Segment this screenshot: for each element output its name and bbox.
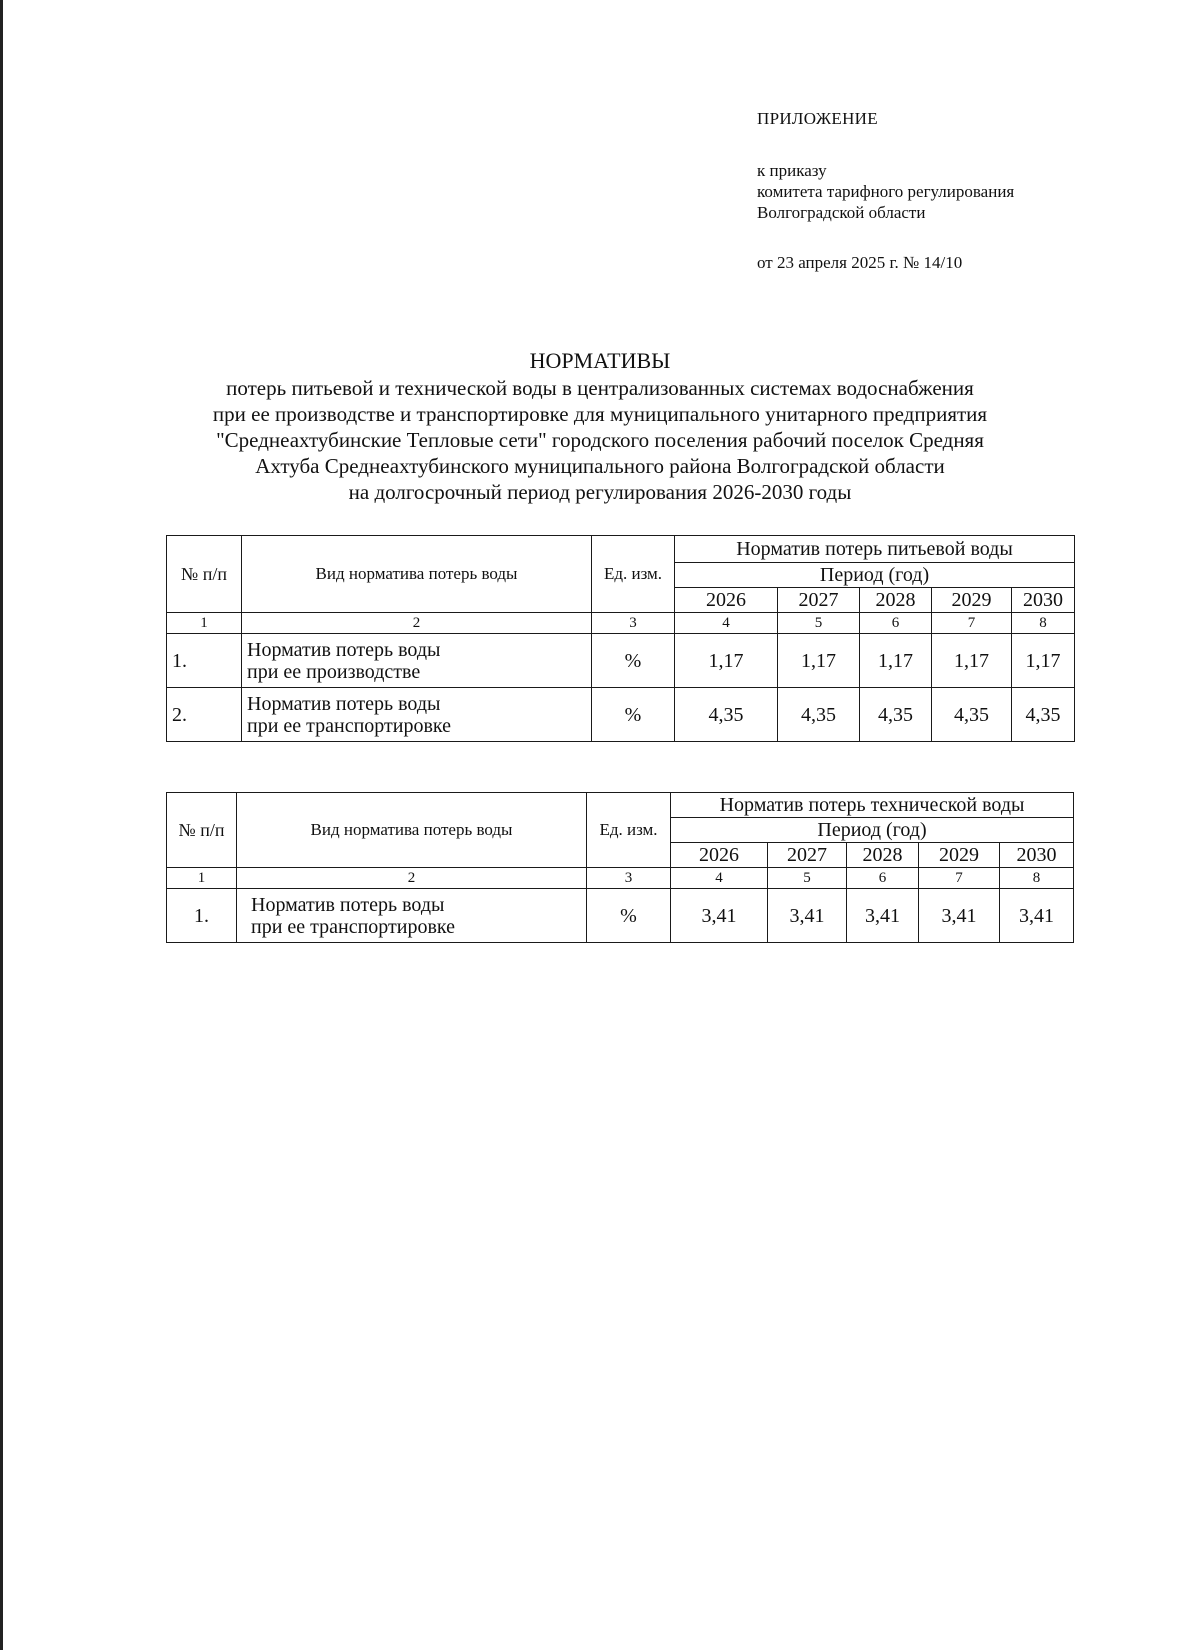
- col-type-header: Вид норматива потерь воды: [237, 793, 587, 868]
- row-value: 4,35: [932, 688, 1012, 742]
- col-unit-header: Ед. изм.: [592, 536, 675, 613]
- potable-water-table: [166, 535, 1075, 742]
- row-value: 1,17: [932, 634, 1012, 688]
- col-no-header: № п/п: [167, 536, 242, 613]
- row-value: 3,41: [919, 889, 1000, 943]
- row-value: 1,17: [778, 634, 860, 688]
- order-reference: от 23 апреля 2025 г. № 14/10: [757, 253, 963, 272]
- row-value: 3,41: [671, 889, 768, 943]
- year-header: 2029: [932, 588, 1012, 613]
- title-line: на долгосрочный период регулирования 2026-2030 годы: [348, 480, 852, 504]
- row-value: 4,35: [675, 688, 778, 742]
- row-number: 2.: [167, 688, 242, 742]
- row-name-line: Норматив потерь воды: [247, 638, 441, 661]
- row-name-line: при ее производстве: [247, 660, 421, 683]
- col-index: 6: [860, 613, 932, 634]
- row-value: 4,35: [1012, 688, 1075, 742]
- col-index: 3: [587, 868, 671, 889]
- col-index: 2: [242, 613, 592, 634]
- row-unit: %: [587, 889, 671, 943]
- row-number: 1.: [167, 634, 242, 688]
- period-header: Период (год): [671, 818, 1074, 843]
- year-header: 2027: [778, 588, 860, 613]
- group-header: Норматив потерь питьевой воды: [675, 536, 1075, 563]
- row-name: [242, 688, 592, 742]
- annex-block: [757, 108, 1014, 273]
- title-line: при ее производстве и транспортировке для муниципального унитарного предприятия: [212, 402, 988, 426]
- group-header: Норматив потерь технической воды: [671, 793, 1074, 818]
- row-value: 1,17: [1012, 634, 1075, 688]
- col-index: 1: [167, 868, 237, 889]
- scan-edge: [0, 0, 3, 1650]
- table-row: [167, 634, 1075, 688]
- year-header: 2030: [1012, 588, 1075, 613]
- year-header: 2027: [768, 843, 847, 868]
- row-value: 3,41: [847, 889, 919, 943]
- technical-water-table: [166, 792, 1074, 943]
- col-unit-header: Ед. изм.: [587, 793, 671, 868]
- year-header: 2029: [919, 843, 1000, 868]
- row-name: [237, 889, 587, 943]
- year-header: 2028: [860, 588, 932, 613]
- title-line: Ахтуба Среднеахтубинского муниципального района Волгоградской области: [255, 454, 945, 478]
- period-header: Период (год): [675, 563, 1075, 588]
- col-index: 6: [847, 868, 919, 889]
- col-no-header: № п/п: [167, 793, 237, 868]
- row-name-line: Норматив потерь воды: [247, 692, 441, 715]
- row-value: 1,17: [675, 634, 778, 688]
- col-index: 3: [592, 613, 675, 634]
- col-type-header: Вид норматива потерь воды: [242, 536, 592, 613]
- row-name-line: Норматив потерь воды: [251, 893, 445, 916]
- title-line: "Среднеахтубинские Тепловые сети" городского поселения рабочий поселок Средняя: [216, 428, 984, 452]
- col-index: 4: [675, 613, 778, 634]
- annex-title: ПРИЛОЖЕНИЕ: [757, 109, 878, 128]
- table-row: [167, 688, 1075, 742]
- table-row: [167, 889, 1074, 943]
- year-header: 2030: [1000, 843, 1074, 868]
- year-header: 2026: [671, 843, 768, 868]
- col-index: 8: [1000, 868, 1074, 889]
- col-index: 8: [1012, 613, 1075, 634]
- row-number: 1.: [167, 889, 237, 943]
- col-index: 5: [768, 868, 847, 889]
- col-index: 5: [778, 613, 860, 634]
- row-unit: %: [592, 688, 675, 742]
- row-value: 3,41: [1000, 889, 1074, 943]
- annex-line: комитета тарифного регулирования: [757, 182, 1015, 201]
- year-header: 2028: [847, 843, 919, 868]
- annex-line: к приказу: [757, 161, 827, 180]
- col-index: 2: [237, 868, 587, 889]
- col-index: 7: [919, 868, 1000, 889]
- row-name: [242, 634, 592, 688]
- document-title: [0, 348, 1200, 505]
- col-index: 4: [671, 868, 768, 889]
- row-name-line: при ее транспортировке: [251, 915, 456, 938]
- year-header: 2026: [675, 588, 778, 613]
- row-value: 4,35: [860, 688, 932, 742]
- col-index: 7: [932, 613, 1012, 634]
- row-value: 4,35: [778, 688, 860, 742]
- title-line: потерь питьевой и технической воды в централизованных системах водоснабжения: [226, 376, 974, 400]
- row-unit: %: [592, 634, 675, 688]
- title-main: НОРМАТИВЫ: [529, 348, 671, 373]
- annex-line: Волгоградской области: [757, 203, 926, 222]
- row-value: 1,17: [860, 634, 932, 688]
- row-name-line: при ее транспортировке: [247, 714, 452, 737]
- col-index: 1: [167, 613, 242, 634]
- row-value: 3,41: [768, 889, 847, 943]
